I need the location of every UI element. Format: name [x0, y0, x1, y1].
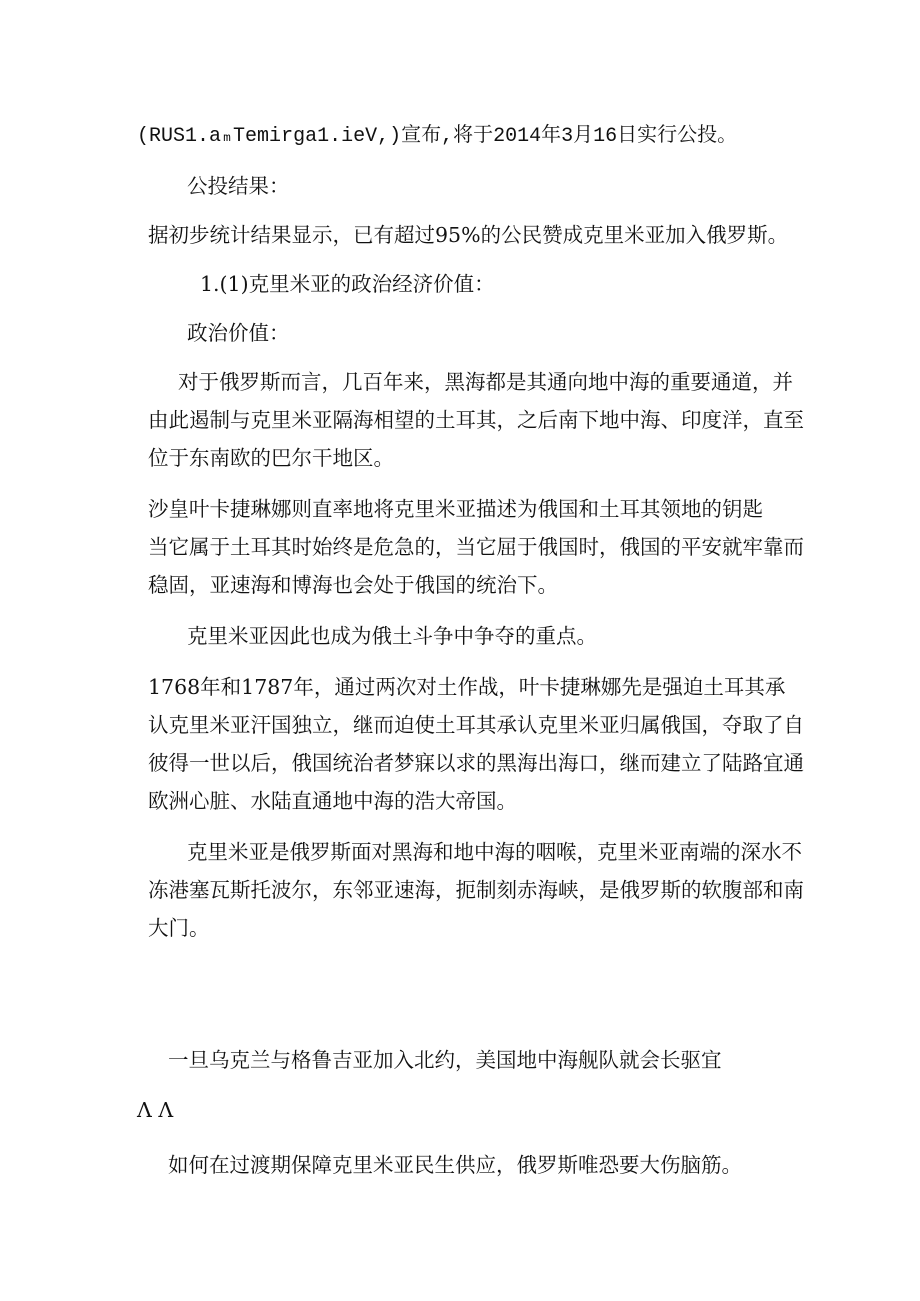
text-line: 认克里米亚汗国独立，继而迫使土耳其承认克里米亚归属俄国，夺取了自: [148, 713, 804, 737]
text-line: (RUS1.aₘTemirga1.ieV,)宣布,将于2014年3月16日实行公投。: [137, 125, 738, 148]
text-line: 克里米亚因此也成为俄土斗争中争夺的重点。: [187, 624, 597, 648]
text-line: 对于俄罗斯而言，几百年来，黑海都是其通向地中海的重要通道，并: [178, 370, 793, 394]
text-line: 当它属于土耳其时始终是危急的，当它屈于俄国时，俄国的平安就牢靠而: [148, 535, 804, 559]
section-heading: 政治价值：: [187, 321, 290, 345]
text-line: 如何在过渡期保障克里米亚民生供应，俄罗斯唯恐要大伤脑筋。: [168, 1153, 742, 1177]
text-line: 欧洲心脏、水陆直通地中海的浩大帝国。: [148, 789, 517, 813]
text-line: Λ Λ: [137, 1098, 174, 1122]
text-line: 稳固，亚速海和博海也会处于俄国的统治下。: [148, 573, 558, 597]
section-heading: 公投结果：: [187, 174, 290, 198]
text-line: 位于东南欧的巴尔干地区。: [148, 446, 394, 470]
text-line: 1768年和1787年，通过两次对土作战，叶卡捷琳娜先是强迫土耳其承: [148, 675, 786, 699]
text-line: 冻港塞瓦斯托波尔，东邻亚速海，扼制刻赤海峡，是俄罗斯的软腹部和南: [148, 878, 804, 902]
text-line: 一旦乌克兰与格鲁吉亚加入北约，美国地中海舰队就会长驱宜: [168, 1048, 722, 1072]
text-line: 沙皇叶卡捷琳娜则直率地将克里米亚描述为俄国和土耳其领地的钥匙: [148, 497, 763, 521]
text-line: 克里米亚是俄罗斯面对黑海和地中海的咽喉，克里米亚南端的深水不: [187, 840, 802, 864]
text-line: 大门。: [148, 916, 210, 940]
text-line: 由此遏制与克里米亚隔海相望的土耳其，之后南下地中海、印度洋，直至: [148, 408, 804, 432]
text-line: 彼得一世以后，俄国统治者梦寐以求的黑海出海口，继而建立了陆路宜通: [148, 751, 804, 775]
section-heading: 1.(1)克里米亚的政治经济价值：: [200, 272, 495, 296]
text-line: 据初步统计结果显示，已有超过95%的公民赞成克里米亚加入俄罗斯。: [148, 223, 789, 247]
